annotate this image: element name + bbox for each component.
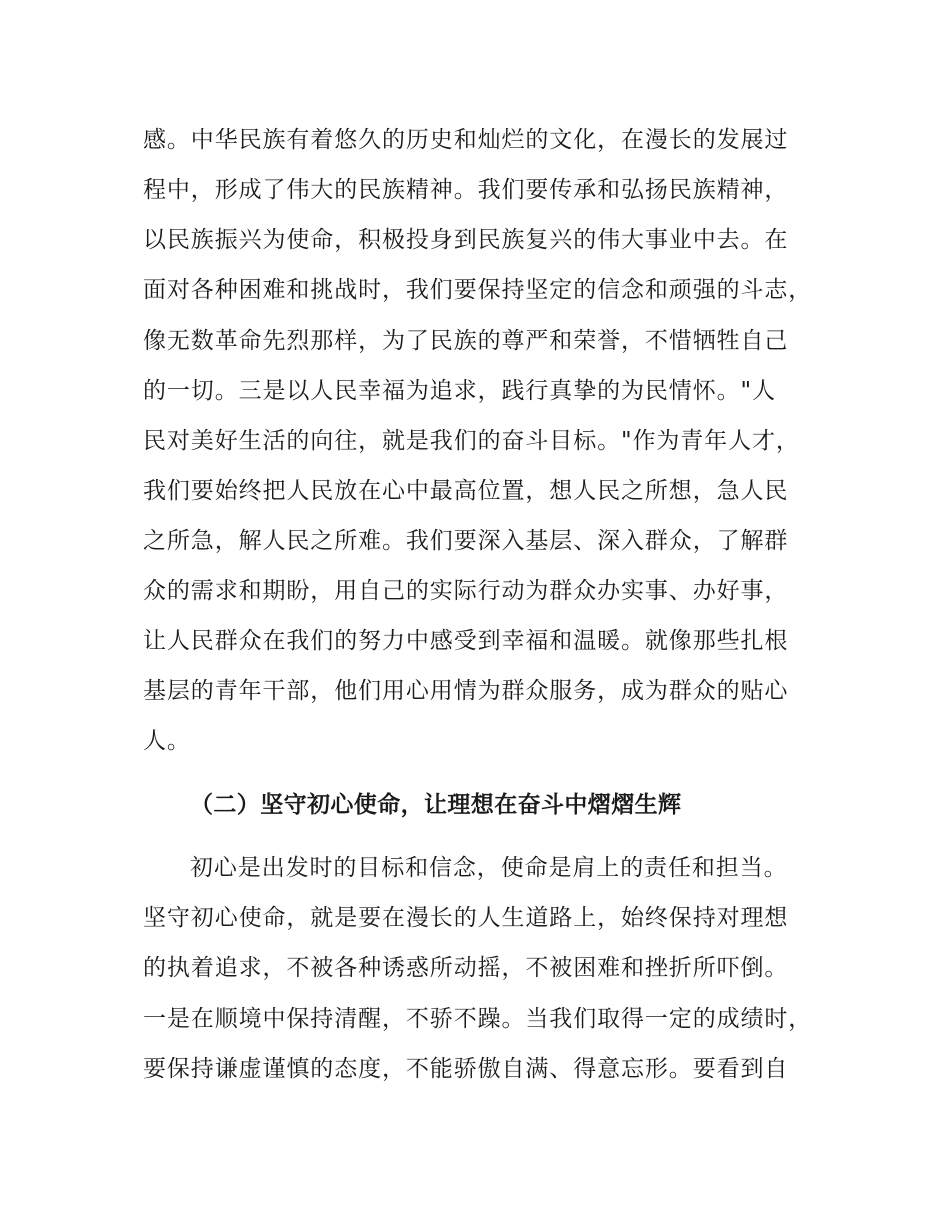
paragraph-line: 的一切。三是以人民幸福为追求，践行真挚的为民情怀。"人: [143, 378, 776, 404]
paragraph-line: 感。中华民族有着悠久的历史和灿烂的文化，在漫长的发展过: [143, 127, 789, 153]
paragraph-line: 以民族振兴为使命，积极投身到民族复兴的伟大事业中去。在: [143, 227, 789, 253]
paragraph-line: 一是在顺境中保持清醒，不骄不躁。当我们取得一定的成绩时，: [143, 1006, 813, 1032]
paragraph-line: 之所急，解人民之所难。我们要深入基层、深入群众，了解群: [143, 528, 789, 554]
paragraph-line: 民对美好生活的向往，就是我们的奋斗目标。"作为青年人才，: [143, 428, 800, 454]
paragraph-line: 众的需求和期盼，用自己的实际行动为群众办实事、办好事，: [143, 578, 789, 604]
paragraph-line: 人。: [143, 728, 191, 754]
paragraph-line: 面对各种困难和挑战时，我们要保持坚定的信念和顽强的斗志，: [143, 277, 813, 303]
paragraph-line: 基层的青年干部，他们用心用情为群众服务，成为群众的贴心: [143, 678, 789, 704]
paragraph-line: 初心是出发时的目标和信念，使命是肩上的责任和担当。: [190, 855, 788, 881]
paragraph-line: 像无数革命先烈那样，为了民族的尊严和荣誉，不惜牺牲自己: [143, 328, 789, 354]
paragraph-line: 我们要始终把人民放在心中最高位置，想人民之所想，急人民: [143, 478, 789, 504]
paragraph-line: 的执着追求，不被各种诱惑所动摇，不被困难和挫折所吓倒。: [143, 955, 789, 981]
paragraph-line: 坚守初心使命，就是要在漫长的人生道路上，始终保持对理想: [143, 905, 789, 931]
paragraph-line: 要保持谦虚谨慎的态度，不能骄傲自满、得意忘形。要看到自: [143, 1056, 789, 1082]
section-heading: （二）坚守初心使命，让理想在奋斗中熠熠生辉: [190, 792, 682, 818]
paragraph-line: 让人民群众在我们的努力中感受到幸福和温暖。就像那些扎根: [143, 628, 789, 654]
paragraph-line: 程中，形成了伟大的民族精神。我们要传承和弘扬民族精神，: [143, 177, 789, 203]
